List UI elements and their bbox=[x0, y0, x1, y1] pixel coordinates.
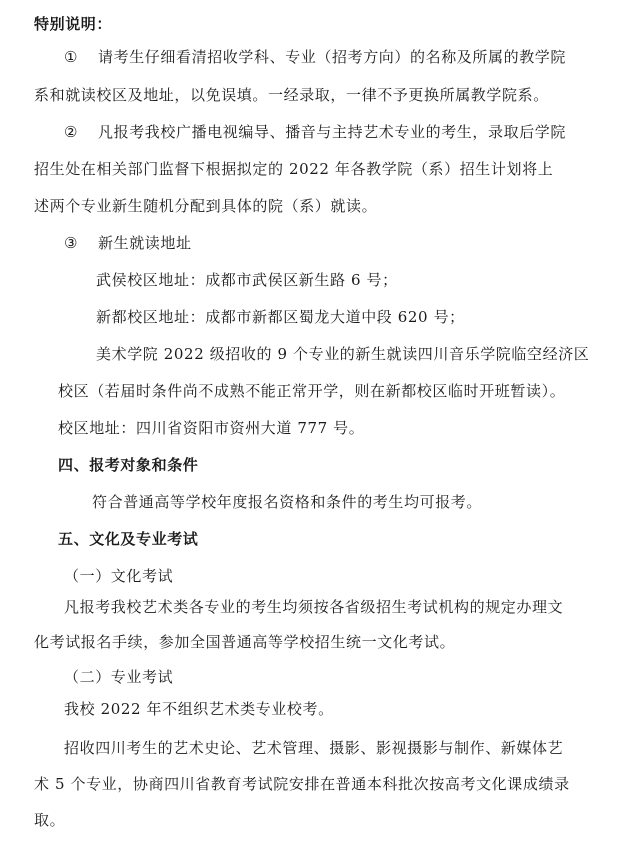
art-campus-address: 校区地址：四川省资阳市资州大道 777 号。 bbox=[58, 419, 365, 437]
professional-exam-line-3: 术 5 个专业，协商四川省教育考试院安排在普通本科批次按高考文化课成绩录 bbox=[34, 775, 570, 793]
culture-exam-line-1: 凡报考我校艺术类各专业的考生均须按各省级招生考试机构的规定办理文 bbox=[64, 598, 564, 616]
section-4-body: 符合普通高等学校年度报名资格和条件的考生均可报考。 bbox=[92, 493, 483, 511]
note-2-marker: ② bbox=[64, 123, 79, 141]
section-5-title: 五、文化及专业考试 bbox=[58, 530, 199, 548]
note-1-line-2: 系和就读校区及地址，以免误填。一经录取，一律不予更换所属教学院系。 bbox=[34, 86, 549, 104]
professional-exam-title: （二）专业考试 bbox=[64, 668, 174, 686]
culture-exam-line-2: 化考试报名手续，参加全国普通高等学校招生统一文化考试。 bbox=[34, 633, 456, 651]
note-2-line-2: 招生处在相关部门监督下根据拟定的 2022 年各教学院（系）招生计划将上 bbox=[34, 160, 554, 178]
professional-exam-line-2: 招收四川考生的艺术史论、艺术管理、摄影、影视摄影与制作、新媒体艺 bbox=[64, 739, 564, 757]
wuhou-campus-address: 武侯校区地址：成都市武侯区新生路 6 号； bbox=[96, 271, 398, 289]
note-3-title: 新生就读地址 bbox=[98, 234, 192, 252]
note-1-line-1: 请考生仔细看清招收学科、专业（招考方向）的名称及所属的教学院 bbox=[98, 48, 567, 66]
art-school-line-1: 美术学院 2022 级招收的 9 个专业的新生就读四川音乐学院临空经济区 bbox=[96, 345, 590, 363]
note-1-marker: ① bbox=[64, 48, 79, 66]
professional-exam-line-1: 我校 2022 年不组织艺术类专业校考。 bbox=[64, 700, 334, 718]
culture-exam-title: （一）文化考试 bbox=[64, 567, 174, 585]
xindu-campus-address: 新都校区地址：成都市新都区蜀龙大道中段 620 号； bbox=[96, 308, 465, 326]
art-school-line-2: 校区（若届时条件尚不成熟不能正常开学，则在新都校区临时开班暂读）。 bbox=[58, 382, 566, 400]
section-4-title: 四、报考对象和条件 bbox=[58, 456, 199, 474]
special-notes-heading: 特别说明： bbox=[34, 15, 113, 33]
note-3-marker: ③ bbox=[64, 234, 79, 252]
note-2-line-1: 凡报考我校广播电视编导、播音与主持艺术专业的考生，录取后学院 bbox=[98, 123, 567, 141]
professional-exam-line-4: 取。 bbox=[34, 811, 66, 829]
note-2-line-3: 述两个专业新生随机分配到具体的院（系）就读。 bbox=[34, 197, 378, 215]
